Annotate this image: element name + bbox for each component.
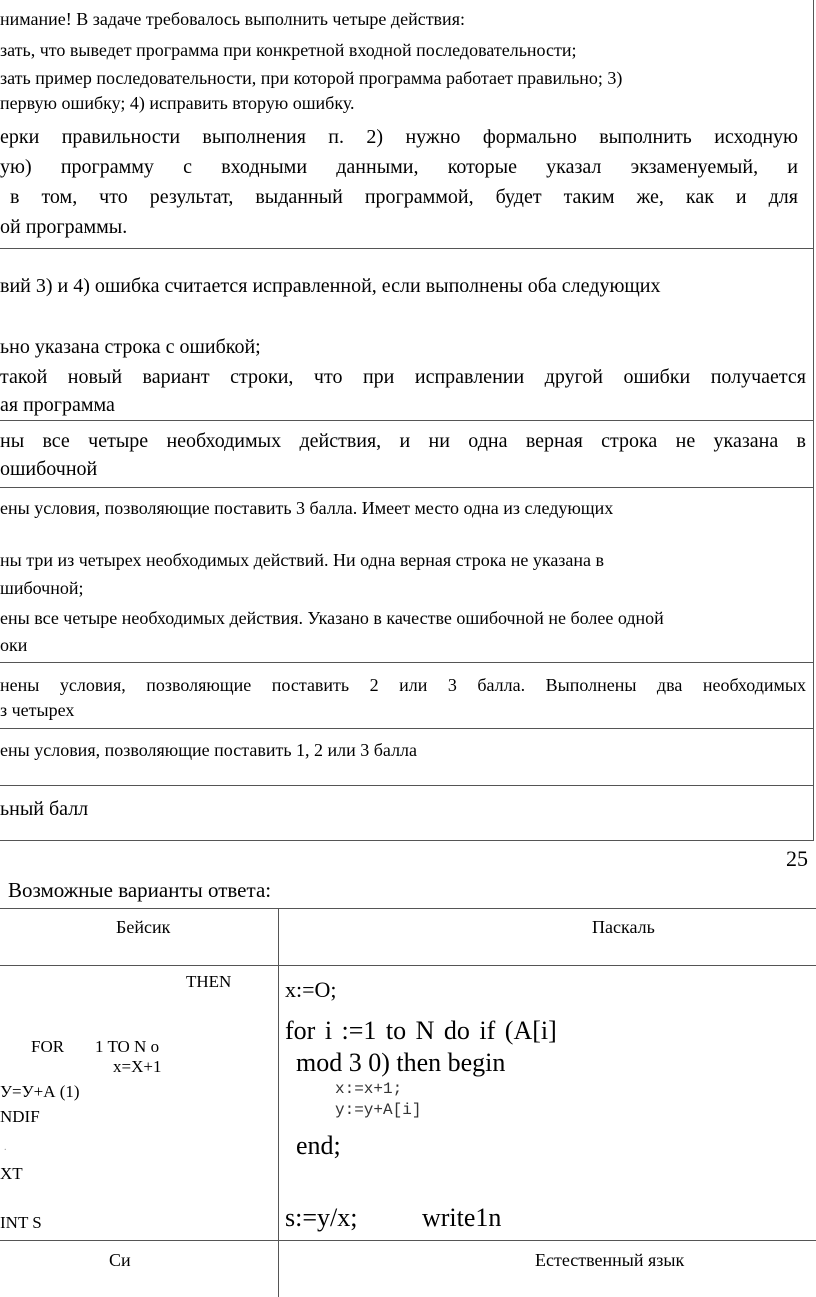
table-border (0, 965, 816, 966)
pascal-code-line: write1n (422, 1203, 502, 1232)
criteria-text: ны три из четырех необходимых действий. Ни одна верная строка не указана в (0, 550, 605, 570)
divider (0, 728, 814, 729)
criteria-text: ерки правильности выполнения п. 2) нужно формально выполнить исходную (0, 126, 798, 148)
basic-code-line: . (4, 1142, 7, 1153)
criteria-text: ая программа (0, 394, 115, 416)
divider (0, 248, 814, 249)
criteria-text: в том, что результат, выданный программой, будет таким же, как и для (10, 186, 798, 208)
criteria-text: з четырех (0, 700, 75, 720)
basic-code-line: THEN (186, 972, 232, 991)
divider (0, 840, 814, 841)
answers-heading: Возможные варианты ответа: (8, 878, 272, 902)
column-header-basic: Бейсик (116, 917, 171, 937)
criteria-text: ьный балл (0, 798, 89, 820)
column-header-c: Си (109, 1250, 131, 1270)
divider (0, 420, 814, 421)
criteria-text: шибочной; (0, 578, 84, 598)
column-header-pascal: Паскаль (592, 917, 655, 937)
basic-code-line: x=X+1 (113, 1057, 162, 1076)
basic-code-line: XT (0, 1164, 23, 1183)
criteria-text: ены условия, позволяющие поставить 1, 2 или 3 балла (0, 740, 418, 760)
table-border (0, 908, 816, 909)
pascal-code-line: for i :=1 to N do if (A[i] (285, 1016, 557, 1045)
pascal-code-line: x:=O; (285, 977, 337, 1002)
basic-code-line: INT S (0, 1213, 42, 1232)
basic-code-line: 1 TO N o (95, 1037, 160, 1056)
pascal-code-line: s:=y/x; (285, 1203, 358, 1232)
criteria-text: нимание! В задаче требовалось выполнить четыре действия: (0, 9, 465, 29)
divider (0, 785, 814, 786)
pascal-code-line: x:=x+1; (335, 1080, 403, 1098)
criteria-text: ой программы. (0, 216, 128, 238)
basic-code-line: У=У+А (1) (0, 1082, 80, 1101)
criteria-text: ьно указана строка с ошибкой; (0, 336, 261, 358)
page-number: 25 (786, 846, 808, 871)
criteria-text: ены условия, позволяющие поставить 3 балла. Имеет место одна из следующих (0, 498, 614, 518)
criteria-text: ны все четыре необходимых действия, и ни одна верная строка не указана в (0, 430, 806, 452)
criteria-text: зать пример последовательности, при которой программа работает правильно; 3) (0, 68, 623, 88)
pascal-code-line: end; (296, 1131, 341, 1160)
criteria-text: оки (0, 635, 28, 655)
criteria-text: первую ошибку; 4) исправить вторую ошибку. (0, 93, 355, 113)
pascal-code-line: y:=y+A[i] (335, 1101, 422, 1119)
criteria-text: такой новый вариант строки, что при исправлении другой ошибки получается (0, 366, 806, 388)
basic-code-line: NDIF (0, 1107, 40, 1126)
criteria-text: вий 3) и 4) ошибка считается исправленной, если выполнены оба следующих (0, 275, 661, 297)
column-header-natural: Естественный язык (535, 1250, 685, 1270)
criteria-text: ены все четыре необходимых действия. Указано в качестве ошибочной не более одной (0, 608, 664, 628)
pascal-code-line: mod 3 0) then begin (296, 1048, 506, 1077)
table-border (0, 1240, 816, 1241)
basic-code-line: FOR (31, 1037, 65, 1056)
criteria-text: зать, что выведет программа при конкретной входной последовательности; (0, 40, 577, 60)
criteria-text: ую) программу с входными данными, которые указал экзаменуемый, и (0, 156, 798, 178)
table-column-divider (278, 908, 279, 1297)
criteria-text: ошибочной (0, 458, 98, 480)
divider (0, 662, 814, 663)
divider (0, 487, 814, 488)
criteria-text: нены условия, позволяющие поставить 2 или 3 балла. Выполнены два необходимых (0, 675, 806, 695)
